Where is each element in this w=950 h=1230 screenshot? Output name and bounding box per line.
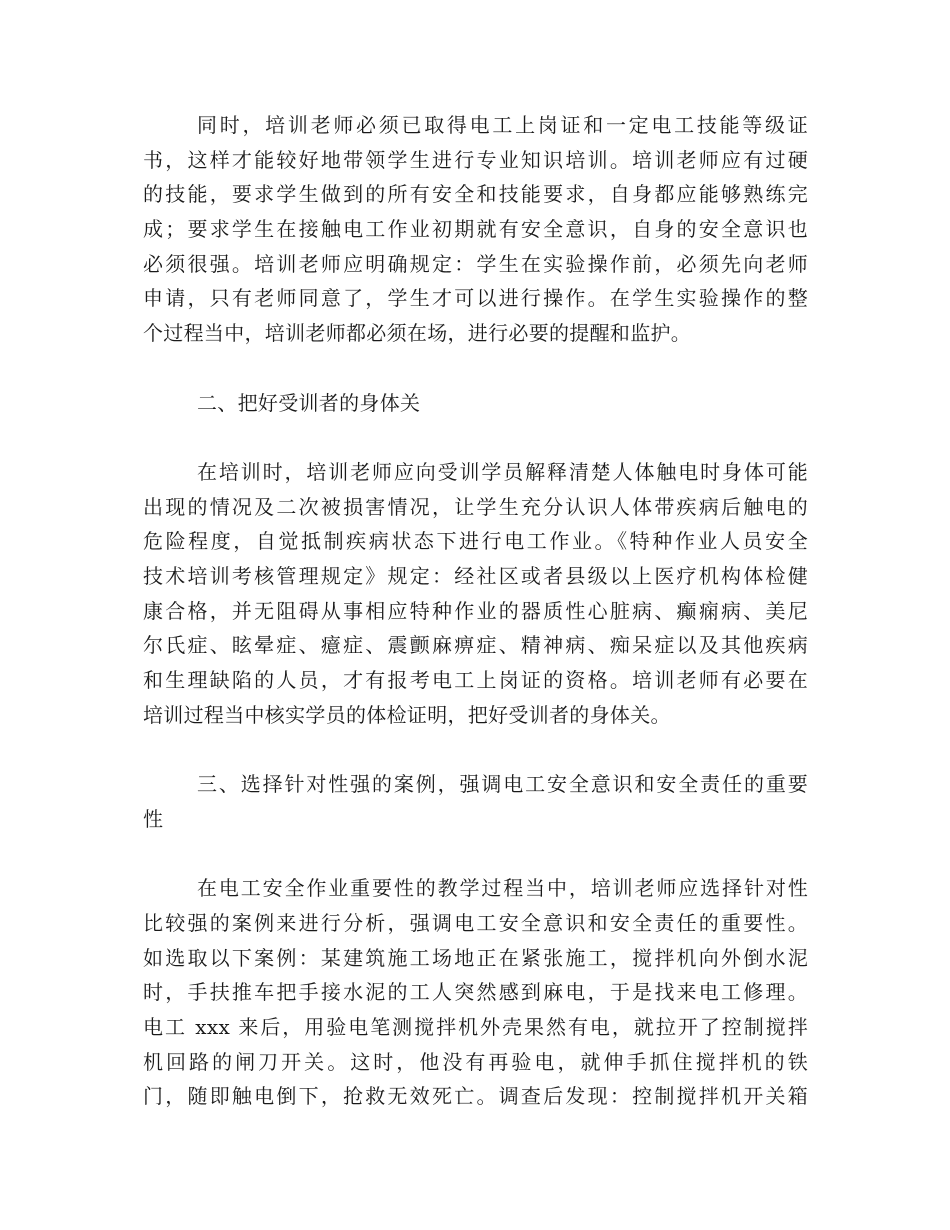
paragraph-gap (143, 732, 808, 767)
paragraph-gap (143, 351, 808, 386)
paragraph-case-example (143, 871, 808, 1114)
section-heading-case-study (143, 767, 808, 836)
text-line: 和生理缺陷的人员，才有报考电工上岗证的资格。培训老师有必要在 (143, 668, 808, 692)
text-line: 书，这样才能较好地带领学生进行专业知识培训。培训老师应有过硬 (143, 147, 808, 172)
text-line: 如选取以下案例：某建筑施工场地正在紧张施工，搅拌机向外倒水泥 (143, 945, 808, 970)
text-line: 危险程度，自觉抵制疾病状态下进行电工作业。《特种作业人员安全 (143, 529, 808, 554)
section-heading-body-check (143, 386, 808, 421)
text-line: 成；要求学生在接触电工作业初期就有安全意识，自身的安全意识也 (143, 217, 808, 242)
document-body (143, 108, 808, 1114)
heading-line: 三、选择针对性强的案例，强调电工安全意识和安全责任的重要 (197, 772, 808, 797)
text-line: 机回路的闸刀开关。这时，他没有再验电，就伸手抓住搅拌机的铁 (143, 1049, 808, 1074)
paragraph-gap (143, 836, 808, 871)
text-line: 门，随即触电倒下，抢救无效死亡。调查后发现：控制搅拌机开关箱 (143, 1084, 808, 1109)
text-line: 的技能，要求学生做到的所有安全和技能要求，自身都应能够熟练完 (143, 182, 808, 207)
text-line: 时，手扶推车把手接水泥的工人突然感到麻电，于是找来电工修理。 (143, 980, 808, 1005)
text-line: 技术培训考核管理规定》规定：经社区或者县级以上医疗机构体检健 (143, 563, 808, 588)
text-line: 尔氏症、眩晕症、癔症、震颤麻痹症、精神病、痴呆症以及其他疾病 (143, 633, 808, 658)
paragraph-health-requirements (143, 455, 808, 733)
text-line: 培训过程当中核实学员的体检证明，把好受训者的身体关。 (143, 702, 671, 727)
text-line: 比较强的案例来进行分析，强调电工安全意识和安全责任的重要性。 (143, 910, 808, 935)
paragraph-teacher-qualification (143, 108, 808, 351)
text-line: 同时，培训老师必须已取得电工上岗证和一定电工技能等级证 (197, 113, 808, 137)
heading-line: 二、把好受训者的身体关 (197, 390, 421, 415)
heading-line: 性 (143, 806, 164, 831)
text-line: 在电工安全作业重要性的教学过程当中，培训老师应选择针对性 (197, 876, 808, 901)
text-line: 在培训时，培训老师应向受训学员解释清楚人体触电时身体可能 (197, 459, 808, 484)
text-line: 电工 xxx 来后，用验电笔测搅拌机外壳果然有电，就拉开了控制搅拌 (143, 1014, 808, 1039)
text-line: 个过程当中，培训老师都必须在场，进行必要的提醒和监护。 (143, 321, 692, 346)
paragraph-gap (143, 420, 808, 455)
text-line: 康合格，并无阻碍从事相应特种作业的器质性心脏病、癫痫病、美尼 (143, 598, 808, 623)
text-line: 出现的情况及二次被损害情况，让学生充分认识人体带疾病后触电的 (143, 494, 808, 519)
text-line: 必须很强。培训老师应明确规定：学生在实验操作前，必须先向老师 (143, 251, 808, 276)
text-line: 申请，只有老师同意了，学生才可以进行操作。在学生实验操作的整 (143, 286, 808, 311)
